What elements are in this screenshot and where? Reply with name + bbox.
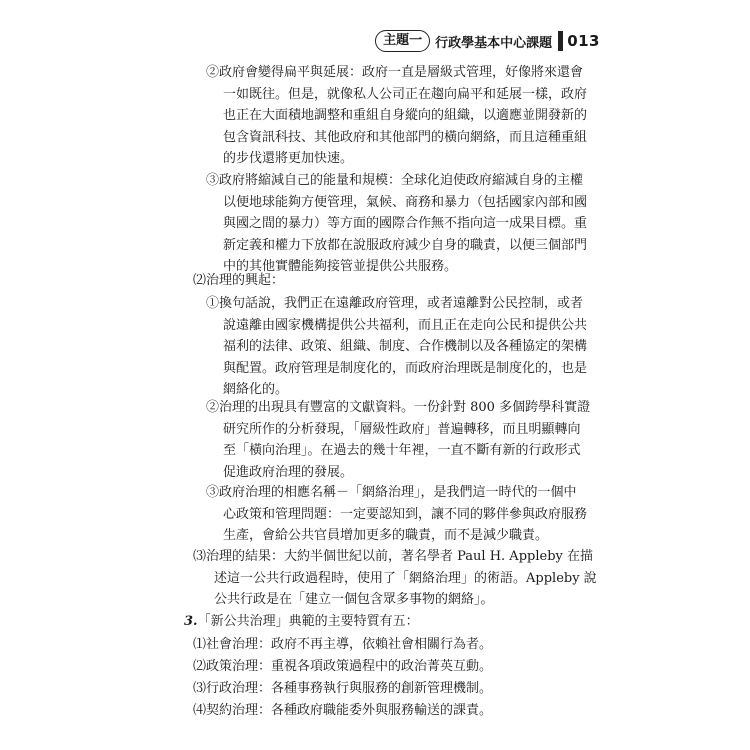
running-header [375, 28, 600, 54]
paragraph-moving-away [206, 293, 587, 401]
text-line: 述這一公共行政過程時，使用了「網絡治理」的術語。Appleby 說 [214, 570, 597, 586]
text-line: 也正在大面積地調整和重組自身縱向的組織，以適應並開發新的 [223, 108, 588, 123]
list-item-social-governance [193, 634, 492, 656]
text-line: 生產，會給公共官員增加更多的職責，而不是減少職責。 [223, 528, 549, 543]
text-line: ⑶治理的結果：大約半個世紀以前，著名學者 Paul H. Appleby 在描 [193, 549, 593, 564]
text-line: 說遠離由國家機構提供公共福利，而且正在走向公民和提供公共 [223, 317, 588, 333]
text-line: 研究所作的分析發現，「層級性政府」普遍轉移，而且明顯轉向 [223, 421, 581, 437]
list-item-policy-governance [193, 656, 492, 678]
text-line: 的步伐還將更加快速。 [223, 151, 354, 166]
text-line: ⑶行政治理：各種事務執行與服務的創新管理機制。 [193, 681, 493, 696]
text-line: ⑷契約治理：各種政府職能委外與服務輸送的課責。 [193, 703, 493, 718]
text-line: 福利的法律、政策、組織、制度、合作機制以及各種協定的架構 [223, 339, 588, 354]
paragraph-downsizing [206, 170, 587, 278]
list-item-contract-governance [193, 700, 492, 722]
heading-new-public-governance [184, 611, 419, 633]
text-line: 至「橫向治理」。在過去的幾十年裡，一直不斷有新的行政形式 [223, 443, 581, 458]
text-line: 「新公共治理」典範的主要特質有五： [197, 614, 419, 629]
text-line: 促進政府治理的發展。 [223, 464, 354, 480]
paragraph-flattening [206, 62, 587, 170]
text-line: ⑴社會治理：政府不再主導，依賴社會相關行為者。 [193, 637, 493, 652]
text-line: ③政府治理的相應名稱－「網絡治理」，是我們這一時代的一個中 [206, 485, 577, 500]
text-line: 一如既往。但是，就像私人公司正在趨向扁平和延展一樣，政府 [223, 86, 588, 102]
paragraph-literature [206, 397, 590, 483]
paragraph-governance-result [193, 546, 597, 611]
page-number: 013 [567, 32, 600, 50]
text-line: 與配置。政府管理是制度化的，而政府治理既是制度化的，也是 [223, 360, 588, 376]
text-line: ③政府將縮減自己的能量和規模：全球化迫使政府縮減自身的主權 [206, 173, 584, 188]
paragraph-network-governance [206, 482, 587, 547]
text-line: ②政府會變得扁平與延展：政府一直是層級式管理，好像將來還會 [206, 65, 584, 80]
heading-rise-of-governance [193, 270, 284, 292]
topic-label: 主題一 [375, 30, 430, 52]
text-line: 與國之間的暴力）等方面的國際合作無不指向這一成果目標。重 [223, 216, 588, 231]
list-number: 3. [184, 614, 198, 629]
text-line: ⑵治理的興起： [193, 273, 285, 288]
text-line: 中的其他實體能夠接管並提供公共服務。 [223, 259, 458, 274]
text-line: 新定義和權力下放都在說服政府減少自身的職責，以便三個部門 [223, 237, 588, 253]
chapter-title: 行政學基本中心課題 [435, 35, 553, 51]
text-line: 以便地球能夠方便管理，氣候、商務和暴力（包括國家內部和國 [223, 194, 588, 210]
text-line: ②治理的出現具有豐富的文獻資料。一份針對 800 多個跨學科實證 [206, 400, 591, 415]
text-line: ⑵政策治理：重視各項政策過程中的政治菁英互動。 [193, 659, 493, 674]
text-line: 包含資訊科技、其他政府和其他部門的橫向網絡，而且這種重組 [223, 129, 588, 145]
text-line: 心政策和管理問題：一定要認知到，讓不同的夥伴參與政府服務 [223, 506, 588, 522]
text-line: 公共行政是在「建立一個包含眾多事物的網絡」。 [214, 592, 494, 607]
list-item-administrative-governance [193, 678, 492, 700]
text-line: 網絡化的。 [223, 382, 289, 397]
header-divider-bar [558, 31, 563, 51]
text-line: ①換句話說，我們正在遠離政府管理，或者遠離對公民控制，或者 [206, 296, 584, 311]
